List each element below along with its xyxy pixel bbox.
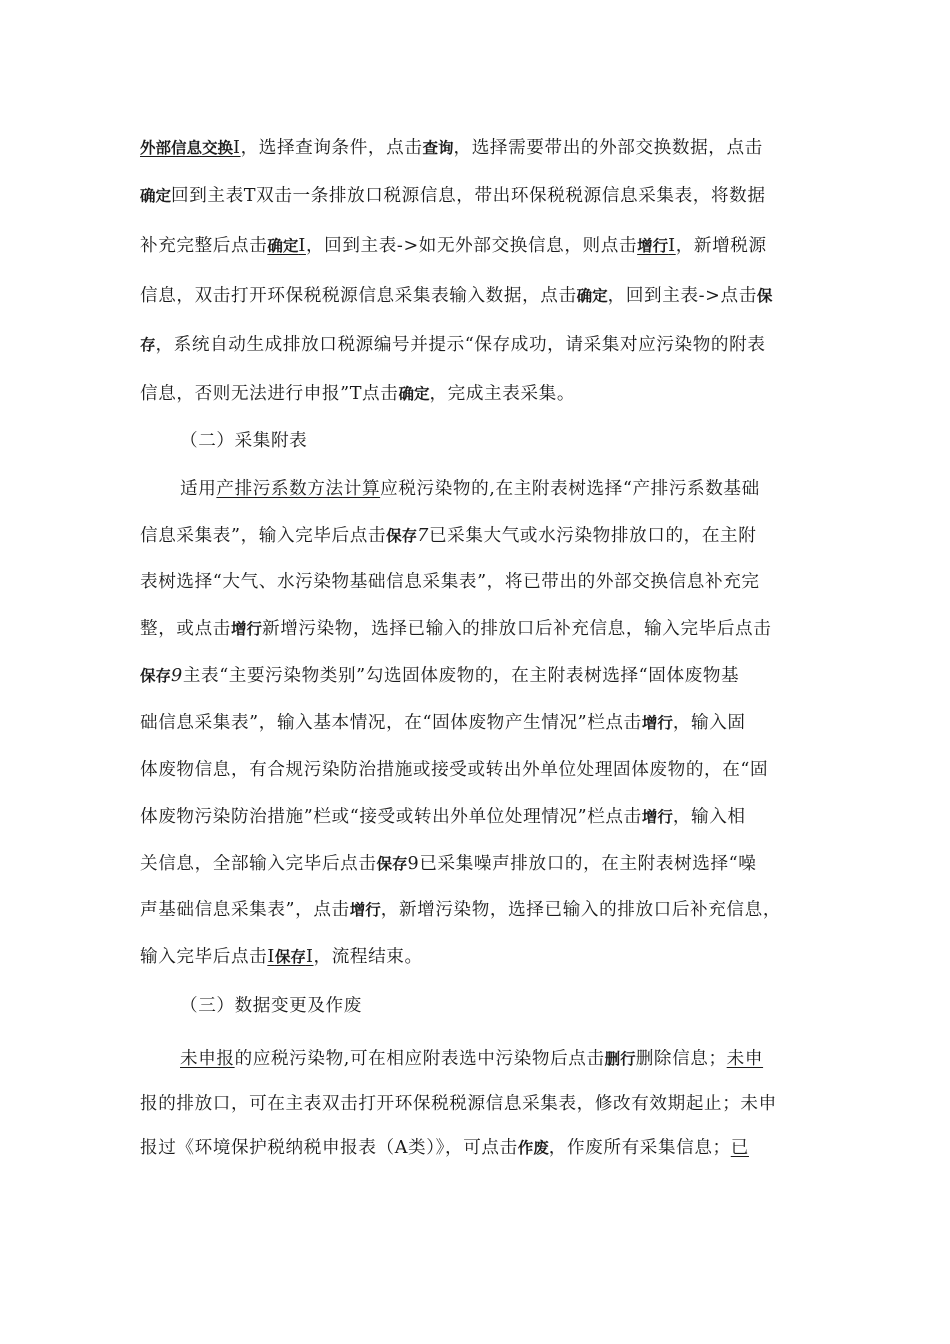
text-run: 应税污染物的,在主附表树选择“产排污系数基础 xyxy=(380,479,760,499)
paragraph-2-line-2 xyxy=(140,524,812,548)
ui-term-confirm: 确定 xyxy=(398,385,430,403)
text-run: 补充完整后点击 xyxy=(140,236,268,256)
text-run: 适用 xyxy=(180,479,217,499)
text-run: ，输入相 xyxy=(672,807,746,827)
ui-term-add-row: 增行 xyxy=(230,620,262,638)
ui-term-add-row: 增行 xyxy=(349,901,381,919)
text-run: ，完成主表采集。 xyxy=(429,384,576,404)
ui-term-save-part2: 存 xyxy=(140,336,156,354)
ui-term-confirm: 确定 xyxy=(140,187,172,205)
paragraph-2-line-5 xyxy=(140,664,812,688)
text-run: 体废物信息，有合规污染防治措施或接受或转出外单位处理固体废物的，在“固 xyxy=(140,760,769,780)
text-run: 9已采集噪声排放口的，在主附表树选择“噪 xyxy=(407,854,757,874)
paragraph-2-line-9 xyxy=(140,852,812,876)
paragraph-2-line-3 xyxy=(140,570,812,594)
paragraph-2-line-6 xyxy=(140,711,812,735)
text-run: 础信息采集表”，输入基本情况，在“固体废物产生情况”栏点击 xyxy=(140,713,642,733)
paragraph-2-line-11 xyxy=(140,945,812,969)
paragraph-2-line-10 xyxy=(140,898,812,922)
text-run: 关信息，全部输入完毕后点击 xyxy=(140,854,377,874)
text-run: 已采集大气或水污染物排放口的，在主附 xyxy=(428,526,757,546)
text-run: 信息，双击打开环保税税源信息采集表输入数据，点击 xyxy=(140,286,577,306)
text-run: ，回到主表->如无外部交换信息，则点击 xyxy=(305,236,638,256)
ui-term-add-row: 增行 xyxy=(641,808,673,826)
text-run: 的应税污染物,可在相应附表选中污染物后点击 xyxy=(234,1049,605,1069)
ocr-artifact: I xyxy=(668,236,676,256)
section-heading-3: （三）数据变更及作废 xyxy=(180,996,362,1016)
ui-term-void: 作废 xyxy=(517,1139,549,1157)
ui-term-save: 保存 xyxy=(376,855,408,873)
paragraph-2-line-4 xyxy=(140,617,812,641)
paragraph-1-line-5 xyxy=(140,333,812,357)
text-run: 删除信息； xyxy=(635,1049,727,1069)
text-run: ，新增税源 xyxy=(675,236,767,256)
ui-term-external-exchange: 外部信息交换 xyxy=(140,139,234,157)
paragraph-2-line-8 xyxy=(140,805,812,829)
text-run: 信息采集表”，输入完毕后点击 xyxy=(140,526,387,546)
text-run: 报的排放口，可在主表双击打开环保税税源信息采集表，修改有效期起止；未申 xyxy=(140,1094,777,1114)
ui-term-delete-row: 删行 xyxy=(604,1050,636,1068)
text-run: 声基础信息采集表”，点击 xyxy=(140,900,350,920)
paragraph-2-line-1 xyxy=(180,477,812,501)
underlined-term: 未申报 xyxy=(180,1049,235,1069)
text-run: ，系统自动生成排放口税源编号并提示“保存成功，请采集对应污染物的附表 xyxy=(155,335,766,355)
ocr-artifact: 7 xyxy=(417,526,429,546)
ui-term-save: 保存 xyxy=(386,527,418,545)
text-run: ，流程结束。 xyxy=(313,947,423,967)
paragraph-2-line-7 xyxy=(140,758,812,782)
paragraph-3-line-2 xyxy=(140,1092,812,1116)
text-run: 报过《环境保护税纳税申报表（A类）》，可点击 xyxy=(140,1138,518,1158)
ocr-artifact: 9 xyxy=(171,666,183,686)
underlined-term: 未申 xyxy=(726,1049,764,1069)
paragraph-1-line-3 xyxy=(140,234,812,258)
paragraph-3-line-1 xyxy=(180,1047,812,1071)
text-run: 信息，否则无法进行申报”T点击 xyxy=(140,384,399,404)
ui-term-save-part1: 保 xyxy=(756,287,773,305)
text-run: 整，或点击 xyxy=(140,619,231,639)
ui-term-query: 查询 xyxy=(422,139,454,157)
ocr-artifact: I xyxy=(267,947,275,967)
section-heading-2: （二）采集附表 xyxy=(180,431,308,451)
text-run: ，选择查询条件，点击 xyxy=(240,138,423,158)
underlined-term: 已 xyxy=(730,1138,749,1158)
text-run: ，作废所有采集信息； xyxy=(548,1138,731,1158)
ui-term-add-row: 增行 xyxy=(641,714,673,732)
ui-term-save: 保存 xyxy=(274,948,306,966)
paragraph-1-line-2 xyxy=(140,184,812,208)
text-run: 主表“主要污染物类别”勾选固体废物的，在主附表树选择“固体废物基 xyxy=(182,666,740,686)
ui-term-add-row: 增行 xyxy=(637,237,669,255)
text-run: ，选择需要带出的外部交换数据，点击 xyxy=(453,138,763,158)
ui-term-confirm: 确定 xyxy=(267,237,299,255)
ocr-artifact: I xyxy=(298,236,306,256)
paragraph-3-line-3 xyxy=(140,1136,812,1160)
ui-term-confirm: 确定 xyxy=(576,287,608,305)
text-run: 表树选择“大气、水污染物基础信息采集表”，将已带出的外部交换信息补充完 xyxy=(140,572,760,592)
text-run: 输入完毕后点击 xyxy=(140,947,268,967)
paragraph-1-line-6 xyxy=(140,382,812,406)
text-run: ，新增污染物，选择已输入的排放口后补充信息， xyxy=(380,900,782,920)
ocr-artifact: I xyxy=(305,947,314,967)
paragraph-1-line-1 xyxy=(140,136,812,160)
ocr-artifact: I xyxy=(233,138,241,158)
text-run: ，回到主表->点击 xyxy=(607,286,757,306)
text-run: 回到主表T双击一条排放口税源信息，带出环保税税源信息采集表，将数据 xyxy=(171,186,766,206)
text-run: ，输入固 xyxy=(672,713,746,733)
ui-term-save: 保存 xyxy=(140,667,172,685)
paragraph-1-line-4 xyxy=(140,284,812,308)
text-run: 新增污染物，选择已输入的排放口后补充信息，输入完毕后点击 xyxy=(262,619,772,639)
text-run: 体废物污染防治措施”栏或“接受或转出外单位处理情况”栏点击 xyxy=(140,807,642,827)
underlined-term: 产排污系数方法计算 xyxy=(216,479,381,499)
